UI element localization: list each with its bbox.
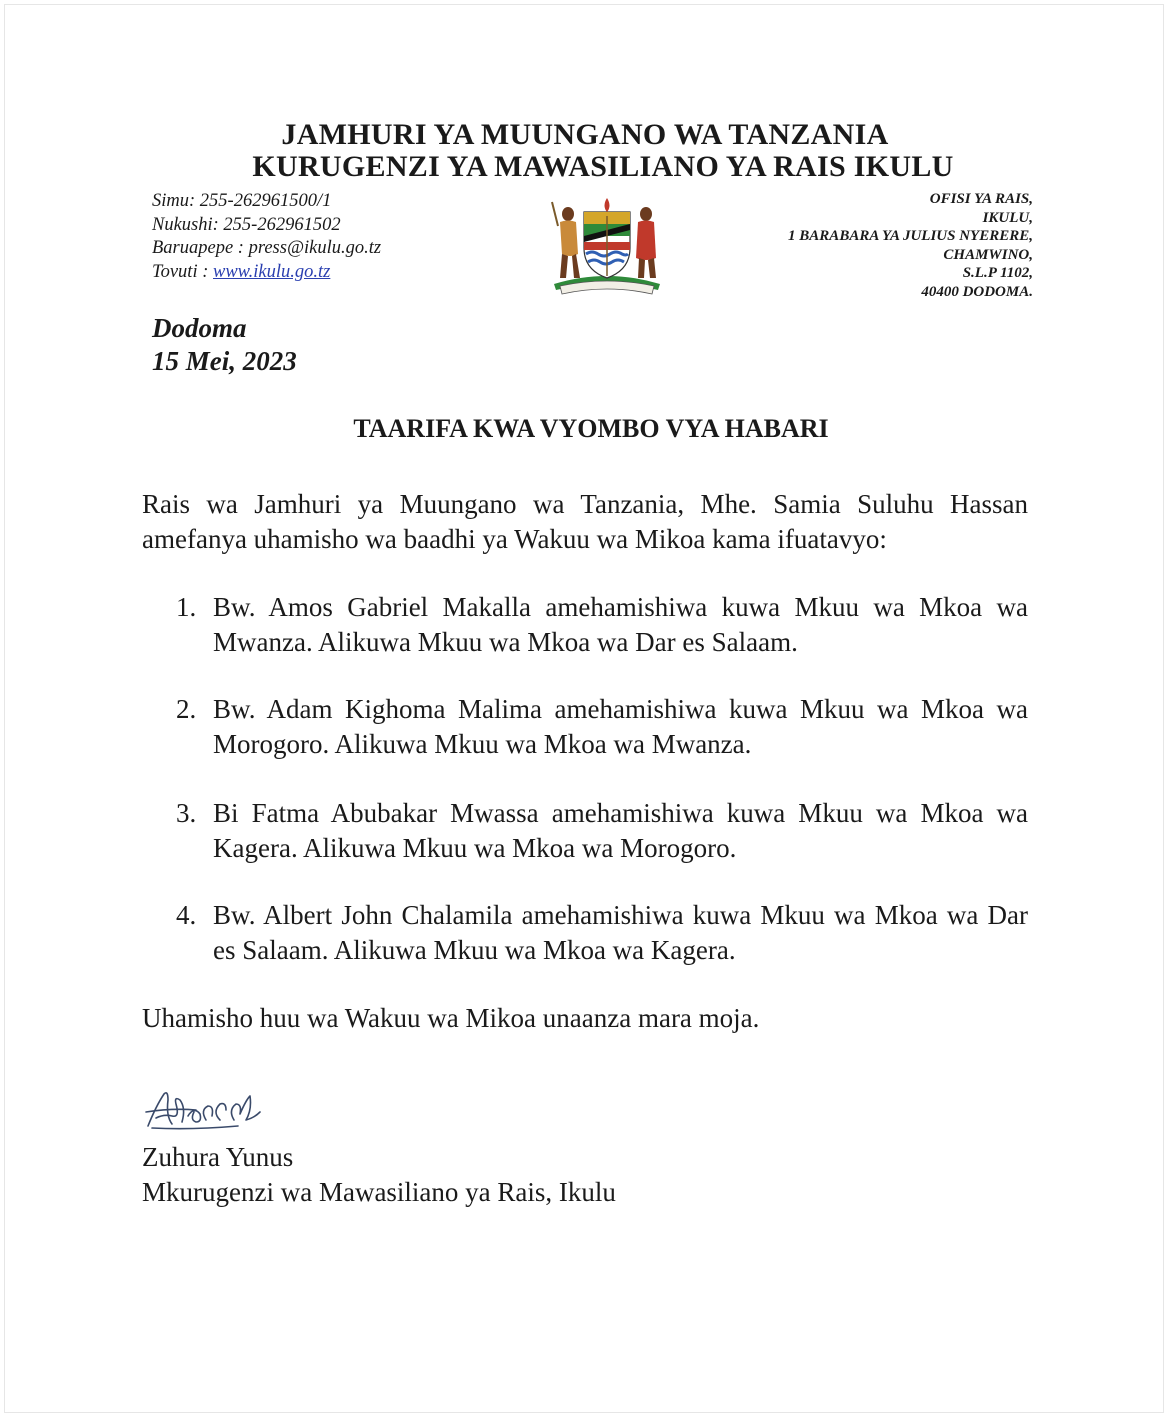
date: 15 Mei, 2023 <box>152 346 297 376</box>
fax-number: Nukushi: 255-262961502 <box>152 214 341 235</box>
letterhead-title-line1: JAMHURI YA MUUNGANO WA TANZANIA <box>281 118 889 151</box>
phone-number: Simu: 255-262961500/1 <box>152 191 332 211</box>
address-line: CHAMWINO, <box>943 246 1033 263</box>
letterhead-title-line2: KURUGENZI YA MAWASILIANO YA RAIS IKULU <box>252 150 954 183</box>
list-item-number: 2. <box>176 694 197 724</box>
website-line <box>152 261 381 285</box>
contact-details <box>152 190 381 284</box>
address-line: 40400 DODOMA. <box>921 283 1033 300</box>
list-item-text: Bw. Adam Kighoma Malima amehamishiwa kuwa Mkuu wa Mkoa wa Morogoro. Alikuwa Mkuu wa Mkoa wa Mwanza. <box>213 694 1028 759</box>
coat-of-arms-icon <box>546 192 668 296</box>
signer-block <box>142 1140 616 1210</box>
list-item-number: 3. <box>176 798 197 828</box>
address-line: OFISI YA RAIS, <box>929 191 1033 207</box>
list-item-text: Bw. Albert John Chalamila amehamishiwa kuwa Mkuu wa Mkoa wa Dar es Salaam. Alikuwa Mkuu wa Mkoa wa Kagera. <box>213 900 1028 965</box>
website-label: Tovuti : <box>152 261 213 282</box>
closing-paragraph: Uhamisho huu wa Wakuu wa Mikoa unaanza mara moja. <box>142 1003 760 1033</box>
address-line: IKULU, <box>982 209 1033 226</box>
list-item-text: Bw. Amos Gabriel Makalla amehamishiwa kuwa Mkuu wa Mkoa wa Mwanza. Alikuwa Mkuu wa Mkoa wa Dar es Salaam. <box>213 592 1028 657</box>
signer-title: Mkurugenzi wa Mawasiliano ya Rais, Ikulu <box>142 1177 616 1207</box>
document-heading: TAARIFA KWA VYOMBO VYA HABARI <box>353 414 829 443</box>
signature-icon <box>142 1086 266 1134</box>
place-and-date <box>152 312 297 378</box>
office-address <box>788 190 1033 302</box>
signer-name: Zuhura Yunus <box>142 1142 294 1172</box>
address-line: 1 BARABARA YA JULIUS NYERERE, <box>788 228 1033 245</box>
place: Dodoma <box>152 313 247 343</box>
website-link[interactable]: www.ikulu.go.tz <box>213 261 331 282</box>
list-item-number: 4. <box>176 900 197 930</box>
email-address: Baruapepe : press@ikulu.go.tz <box>152 238 382 258</box>
list-item-number: 1. <box>176 592 197 622</box>
intro-paragraph: Rais wa Jamhuri ya Muungano wa Tanzania, Mhe. Samia Suluhu Hassan amefanya uhamisho wa baadhi ya Wakuu wa Mikoa kama ifuatavyo: <box>142 489 1028 554</box>
address-line: S.L.P 1102, <box>962 265 1033 282</box>
list-item-text: Bi Fatma Abubakar Mwassa amehamishiwa kuwa Mkuu wa Mkoa wa Kagera. Alikuwa Mkuu wa Mkoa wa Morogoro. <box>213 798 1028 863</box>
